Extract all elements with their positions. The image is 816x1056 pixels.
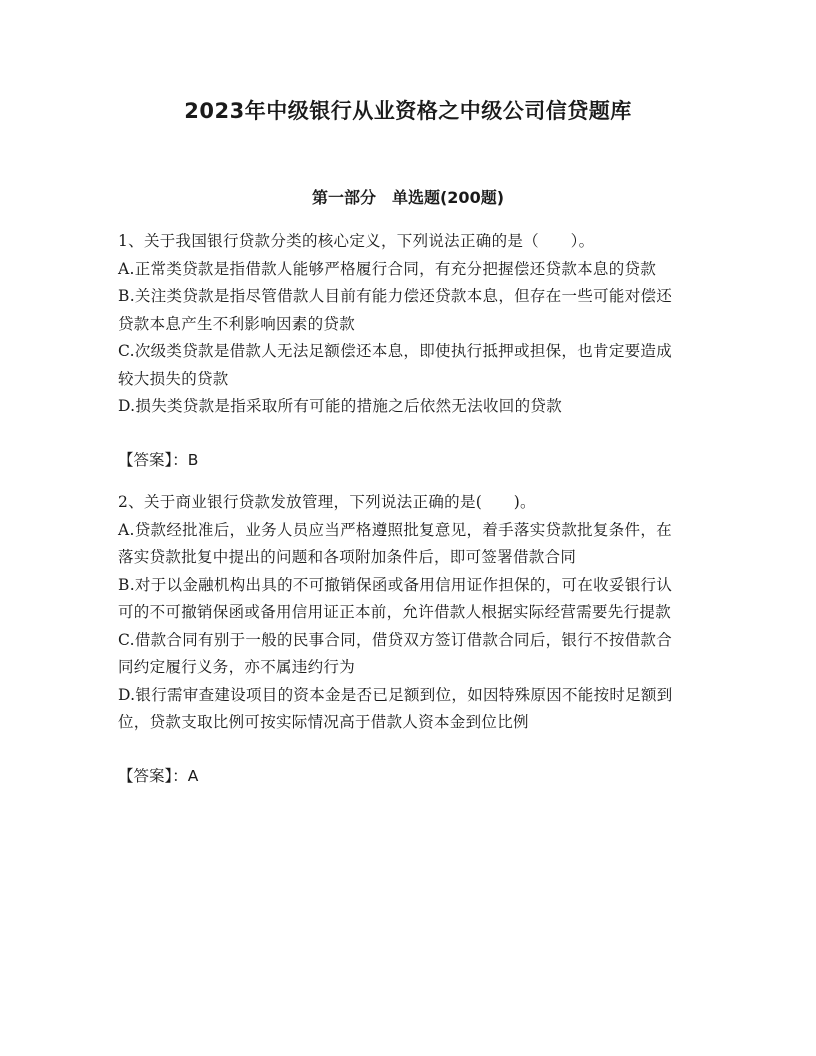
question-list [118,228,684,790]
question-stem: 2、关于商业银行贷款发放管理，下列说法正确的是( )。 [118,493,536,511]
question-1 [118,228,684,474]
section-title: 第一部分 单选题(200题) [311,188,505,207]
option-a: A.贷款经批准后，业务人员应当严格遵照批复意见，着手落实贷款批复条件，在落实贷款批复中提出的问题和各项附加条件后，即可签署借款合同 [118,520,672,566]
option-d: D.损失类贷款是指采取所有可能的措施之后依然无法收回的贷款 [118,397,563,415]
answer-label: 【答案】：B [118,450,199,469]
option-c: C.借款合同有别于一般的民事合同，借贷双方签订借款合同后，银行不按借款合同约定履行义务，亦不属违约行为 [118,630,673,676]
question-2 [118,489,684,790]
answer-label: 【答案】：A [118,766,199,785]
question-stem: 1、关于我国银行贷款分类的核心定义，下列说法正确的是（ ）。 [118,232,595,250]
option-b: B.对于以金融机构出具的不可撤销保函或备用信用证作担保的，可在收妥银行认可的不可撤销保函或备用信用证正本前，允许借款人根据实际经营需要先行提款 [118,575,673,621]
option-b: B.关注类贷款是指尽管借款人目前有能力偿还贷款本息，但存在一些可能对偿还贷款本息产生不利影响因素的贷款 [118,287,673,333]
option-c: C.次级类贷款是借款人无法足额偿还本息，即使执行抵押或担保，也肯定要造成较大损失的贷款 [118,342,673,388]
document-title: 2023年中级银行从业资格之中级公司信贷题库 [184,99,632,123]
option-a: A.正常类贷款是指借款人能够严格履行合同，有充分把握偿还贷款本息的贷款 [118,259,657,278]
option-d: D.银行需审查建设项目的资本金是否已足额到位，如因特殊原因不能按时足额到位，贷款支取比例可按实际情况高于借款人资本金到位比例 [118,685,673,731]
